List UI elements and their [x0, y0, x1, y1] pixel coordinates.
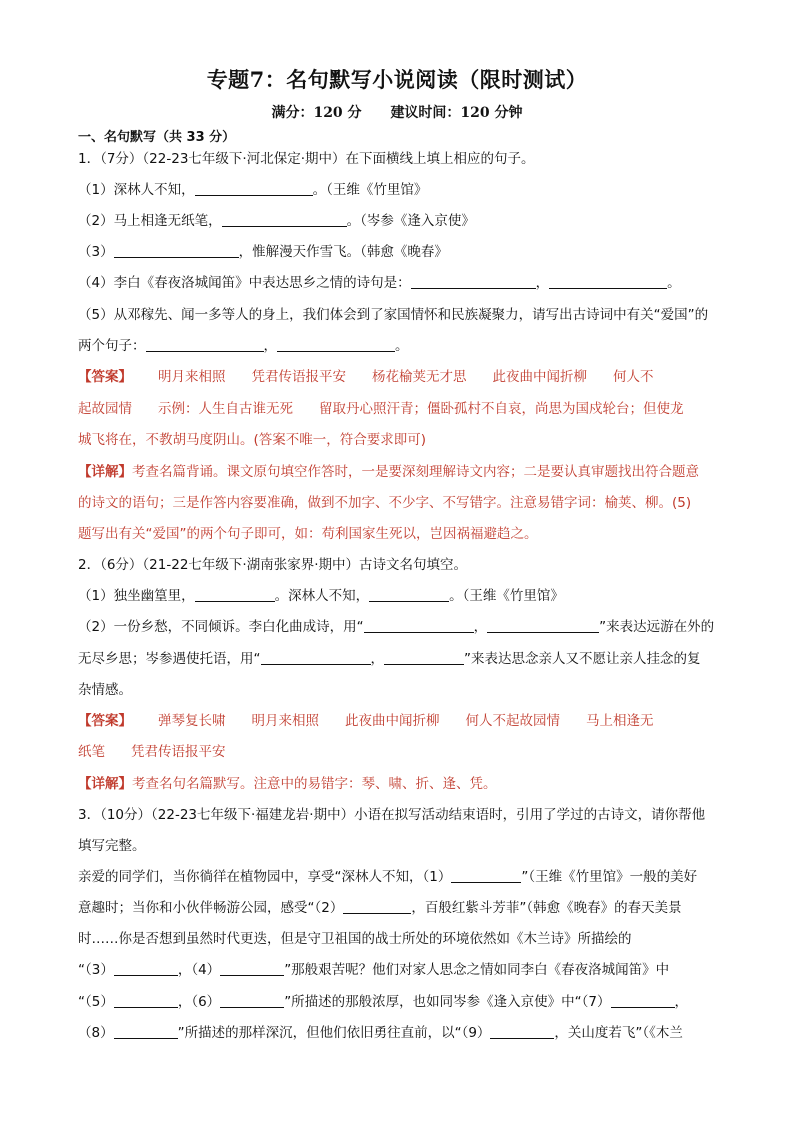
q1-detail: [78, 463, 730, 481]
answer-blank[interactable]: [220, 961, 284, 976]
q2-part1: [78, 587, 730, 605]
passage-text: ”那般艰苦呢？他们对家人思念之情如同李白《春夜洛城闻笛》中: [284, 962, 670, 978]
suggested-time: 建议时间：120 分钟: [390, 105, 523, 121]
detail-text: 考查名句名篇默写。注意中的易错字：琴、啸、折、逢、凭。: [132, 776, 497, 792]
answer-item: 何人不起故园情: [465, 713, 560, 729]
answer-blank[interactable]: [490, 1024, 554, 1039]
q1-part1-text: （1）深林人不知，: [78, 182, 195, 198]
q1-part5: （5）从邓稼先、闻一多等人的身上，我们体会到了家国情怀和民族凝聚力，请写出古诗词中有关“爱国”的: [78, 307, 709, 323]
passage-text: ，（6）: [177, 994, 221, 1010]
q2-part2-text2: ”来表达远游在外的: [599, 619, 715, 635]
answer-item: 纸笔: [78, 744, 105, 760]
q1-part5-blanks: [78, 337, 730, 355]
detail-tag: 【详解】: [78, 464, 132, 480]
answer-item: 凭君传语报平安: [251, 369, 346, 385]
q3-passage-line2: [78, 899, 730, 917]
q2-part2-text4: ”来表达思念亲人又不愿让亲人挂念的复: [464, 651, 701, 667]
passage-text: “（5）: [78, 994, 114, 1010]
q1-part3: [78, 243, 730, 261]
passage-text: ”所描述的那样深沉，但他们依旧勇往直前，以“（9）: [177, 1025, 491, 1041]
q2-part2-line2: [78, 650, 730, 668]
q1-part1-source: 。（王维《竹里馆》: [312, 182, 428, 198]
comma: ，: [473, 619, 488, 635]
q3-passage-line4: [78, 961, 730, 979]
q1-part3-text: ，惟解漫天作雪飞。（韩愈《晚春》: [238, 244, 448, 260]
q3-stem-line2: 填写完整。: [78, 838, 146, 854]
answer-blank[interactable]: [114, 993, 178, 1008]
q1-stem: 1．（7分）（22-23七年级下·河北保定·期中）在下面横线上填上相应的句子。: [78, 151, 535, 167]
q3-passage-line1: [78, 868, 730, 886]
page-title: 专题7：名句默写小说阅读（限时测试）: [206, 67, 588, 92]
passage-text: 意趣时；当你和小伙伴畅游公园，感受“（2）: [78, 900, 344, 916]
answer-item: 弹琴复长啸: [158, 713, 226, 729]
answer-item: 马上相逢无: [586, 713, 654, 729]
q1-part2: [78, 212, 730, 230]
q1-answers-line2: [78, 400, 730, 418]
answer-blank[interactable]: [451, 868, 521, 883]
q1-part3-label: （3）: [78, 244, 114, 260]
q1-detail-line2: 的诗文的语句；三是作答内容要准确，做到不加字、不少字、不写错字。注意易错字词：榆荚、柳。(5): [78, 495, 692, 511]
passage-text: ，百般红紫斗芳菲”（韩愈《晚春》的春天美景: [411, 900, 682, 916]
q1-part2-text: （2）马上相逢无纸笔，: [78, 213, 222, 229]
answer-item: 凭君传语报平安: [131, 744, 226, 760]
answer-item: 起故园情: [78, 401, 132, 417]
answer-blank[interactable]: [261, 650, 371, 665]
q2-stem: 2．（6分）（21-22七年级下·湖南张家界·期中）古诗文名句填空。: [78, 557, 467, 573]
answer-blank[interactable]: [411, 274, 536, 289]
answer-item: 杨花榆荚无才思: [372, 369, 467, 385]
q1-part4-text: （4）李白《春夜洛城闻笛》中表达思乡之情的诗句是：: [78, 275, 411, 291]
answer-item: 此夜曲中闻折柳: [492, 369, 587, 385]
comma: ，: [535, 275, 550, 291]
q1-part4: [78, 274, 730, 292]
q2-part2-text: （2）一份乡愁，不同倾诉。李白化曲成诗，用“: [78, 619, 364, 635]
passage-text: ，（4）: [177, 962, 221, 978]
answer-blank[interactable]: [220, 993, 284, 1008]
answer-tag: 【答案】: [78, 713, 132, 729]
answer-blank[interactable]: [114, 1024, 178, 1039]
q1-part5-text: 两个句子：: [78, 338, 146, 354]
q2-part2-text3: 无尽乡思；岑参遇使托语，用“: [78, 651, 261, 667]
passage-text: 亲爱的同学们，当你徜徉在植物园中，享受“深林人不知，（1）: [78, 869, 452, 885]
comma: ，: [674, 994, 689, 1010]
detail-text: 考查名篇背诵。课文原句填空作答时，一是要深刻理解诗文内容；二是要认真审题找出符合题意: [132, 464, 699, 480]
q1-part1: [78, 181, 730, 199]
q3-stem: 3．（10分）（22-23七年级下·福建龙岩·期中）小语在拟写活动结束语时，引用了学过的古诗文，请你帮他: [78, 807, 706, 823]
answer-blank[interactable]: [195, 181, 313, 196]
answer-item: 留取丹心照汗青；僵卧孤村不自哀，尚思为国戍轮台；但使龙: [319, 401, 684, 417]
q2-part2: [78, 618, 730, 636]
passage-text: ，关山度若飞”（《木兰: [554, 1025, 683, 1041]
q2-answers: [78, 712, 730, 730]
q2-part2-line3: 杂情感。: [78, 682, 132, 698]
q3-passage-line3: 时……你是否想到虽然时代更迭，但是守卫祖国的战士所处的环境依然如《木兰诗》所描绘的: [78, 931, 632, 947]
exam-info: [0, 102, 794, 122]
period: 。: [395, 338, 409, 354]
q2-part1-source: 。（王维《竹里馆》: [449, 588, 564, 604]
answer-item: 示例：人生自古谁无死: [158, 401, 293, 417]
answer-blank[interactable]: [343, 899, 411, 914]
q2-part1-text2: 。深林人不知，: [274, 588, 370, 604]
answer-blank[interactable]: [384, 650, 464, 665]
answer-blank[interactable]: [114, 961, 178, 976]
answer-blank[interactable]: [114, 243, 239, 258]
answer-item: 何人不: [613, 369, 654, 385]
q1-part2-source: 。（岑参《逢入京使》: [346, 213, 475, 229]
q2-answers-line2: [78, 743, 730, 761]
q2-part1-text: （1）独坐幽篁里，: [78, 588, 195, 604]
passage-text: ”所描述的那般浓厚，也如同岑参《逢入京使》中“（7）: [284, 994, 611, 1010]
section-heading: 一、名句默写（共 33 分）: [78, 130, 236, 145]
answer-blank[interactable]: [369, 587, 449, 602]
passage-text: （8）: [78, 1025, 114, 1041]
passage-text: “（3）: [78, 962, 114, 978]
q1-answers: [78, 368, 730, 386]
answer-blank[interactable]: [487, 618, 599, 633]
comma: ，: [370, 651, 384, 667]
answer-item: 明月来相照: [251, 713, 319, 729]
q3-passage-line6: [78, 1024, 730, 1042]
q3-passage-line5: [78, 993, 730, 1011]
full-score: 满分：120 分: [271, 105, 362, 121]
comma: ，: [263, 338, 277, 354]
answer-blank[interactable]: [364, 618, 474, 633]
q1-answers-line3: 城飞将在，不教胡马度阴山。(答案不唯一，符合要求即可): [78, 432, 427, 448]
q1-detail-line3: 题写出有关“爱国”的两个句子即可，如：苟利国家生死以，岂因祸福避趋之。: [78, 526, 538, 542]
passage-text: ”（王维《竹里馆》一般的美好: [521, 869, 698, 885]
answer-blank[interactable]: [611, 993, 675, 1008]
detail-tag: 【详解】: [78, 776, 132, 792]
answer-item: 此夜曲中闻折柳: [345, 713, 440, 729]
answer-tag: 【答案】: [78, 369, 132, 385]
period: 。: [667, 275, 681, 291]
answer-blank[interactable]: [222, 212, 347, 227]
answer-blank[interactable]: [146, 337, 264, 352]
answer-blank[interactable]: [277, 337, 395, 352]
answer-blank[interactable]: [549, 274, 667, 289]
answer-blank[interactable]: [195, 587, 275, 602]
q2-detail: [78, 775, 730, 793]
answer-item: 明月来相照: [158, 369, 226, 385]
